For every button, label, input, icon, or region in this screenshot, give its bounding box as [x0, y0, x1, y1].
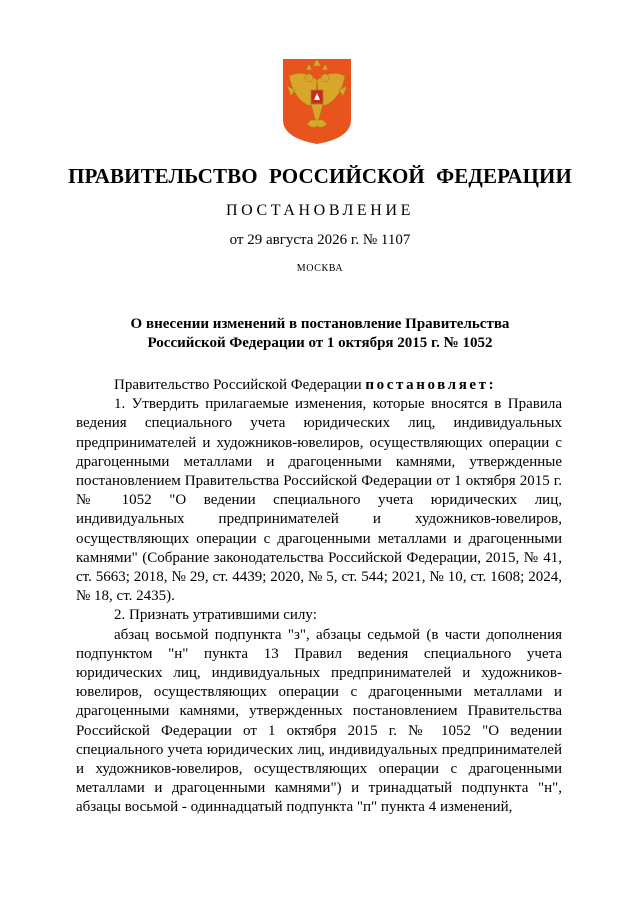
document-type: ПОСТАНОВЛЕНИЕ [226, 202, 414, 219]
intro-emphasis: постановляет: [365, 377, 497, 393]
intro-text: Правительство Российской Федерации [114, 377, 366, 393]
item-2-text: абзац восьмой подпункта "з", абзацы седьмой (в части дополнения подпунктом "н" пункта 13 Правил ведения специального учета юридических лиц, индивидуальных предпринимателей и художников-ювелиров, осуществляющих операции с драгоценными металлами и драгоценными камнями, утвержденных постановлением Правительства Российской Федерации от 1 октября 2015 г. № 1052 "О ведении специального учета юридических лиц, индивидуальных предпринимателей и художников-ювелиров, осуществляющих операции с драгоценными металлами и драгоценными камнями") и тринадцатый подпункта "н", абзацы восьмой - одиннадцатый подпункта "п" пункта 4 изменений, [76, 626, 562, 816]
document-date-number: от 29 августа 2026 г. № 1107 [229, 232, 411, 248]
coat-of-arms-graphic [277, 56, 357, 146]
document-heading: О внесении изменений в постановление Правительства Российской Федерации от 1 октября 2015 г. № 1052 [130, 316, 510, 351]
government-title: ПРАВИТЕЛЬСТВО РОССИЙСКОЙ ФЕДЕРАЦИИ [68, 164, 572, 188]
item-2-heading: 2. Признать утратившими силу: [114, 607, 317, 624]
document-city: МОСКВА [296, 263, 344, 274]
item-1-paragraph: 1. Утвердить прилагаемые изменения, которые вносятся в Правила ведения специального учета юридических лиц, индивидуальных предпринимателей и художников-ювелиров, осуществляющих операции с драгоценными металлами и драгоценными камнями, утвержденные постановлением Правительства Российской Федерации от 1 октября 2015 г. № 1052 "О ведении специального учета юридических лиц, индивидуальных предпринимателей и художников-ювелиров, осуществляющих операции с драгоценными металлами и драгоценными камнями" (Собрание законодательства Российской Федерации, 2015, № 41, ст. 5663; 2018, № 29, ст. 4439; 2020, № 5, ст. 544; 2021, № 10, ст. 1608; 2024, № 18, ст. 2435). [76, 396, 562, 605]
coat-of-arms-icon [277, 56, 357, 146]
document-body [76, 376, 562, 818]
intro-paragraph [76, 376, 562, 395]
